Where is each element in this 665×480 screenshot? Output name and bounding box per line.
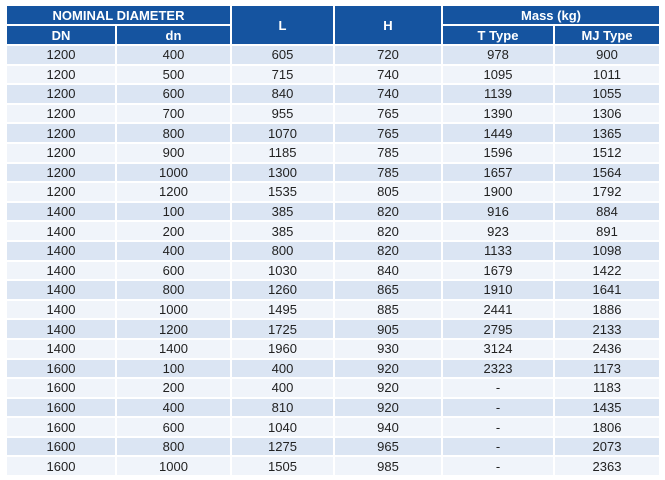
cell-t-type: 1449	[443, 124, 553, 142]
cell-h: 965	[335, 438, 441, 456]
cell-l: 1040	[232, 418, 333, 436]
cell-t-type: 2323	[443, 360, 553, 378]
cell-dn-upper: 1400	[7, 203, 115, 221]
cell-dn-upper: 1200	[7, 124, 115, 142]
table-row	[7, 438, 659, 456]
table-row	[7, 222, 659, 240]
cell-l: 1260	[232, 281, 333, 299]
cell-h: 940	[335, 418, 441, 436]
cell-dn-upper: 1600	[7, 399, 115, 417]
cell-mj-type: 1792	[555, 183, 659, 201]
table-row	[7, 379, 659, 397]
cell-h: 785	[335, 144, 441, 162]
cell-t-type: 1133	[443, 242, 553, 260]
cell-dn-lower: 700	[117, 105, 230, 123]
cell-l: 385	[232, 222, 333, 240]
cell-t-type: -	[443, 438, 553, 456]
cell-mj-type: 1806	[555, 418, 659, 436]
cell-h: 765	[335, 124, 441, 142]
cell-mj-type: 1055	[555, 85, 659, 103]
cell-h: 740	[335, 85, 441, 103]
cell-dn-lower: 600	[117, 418, 230, 436]
cell-t-type: 2441	[443, 301, 553, 319]
table-row	[7, 242, 659, 260]
table-body	[7, 46, 659, 475]
cell-l: 1275	[232, 438, 333, 456]
header-h: H	[335, 6, 441, 44]
cell-t-type: 923	[443, 222, 553, 240]
cell-dn-upper: 1200	[7, 144, 115, 162]
cell-dn-lower: 600	[117, 85, 230, 103]
cell-l: 840	[232, 85, 333, 103]
cell-dn-upper: 1400	[7, 301, 115, 319]
cell-dn-lower: 600	[117, 262, 230, 280]
header-l: L	[232, 6, 333, 44]
table-row	[7, 144, 659, 162]
cell-t-type: -	[443, 399, 553, 417]
cell-dn-lower: 100	[117, 360, 230, 378]
cell-mj-type: 1365	[555, 124, 659, 142]
cell-l: 1495	[232, 301, 333, 319]
cell-dn-lower: 200	[117, 379, 230, 397]
cell-dn-upper: 1400	[7, 242, 115, 260]
cell-mj-type: 1173	[555, 360, 659, 378]
cell-mj-type: 1183	[555, 379, 659, 397]
cell-mj-type: 1306	[555, 105, 659, 123]
cell-t-type: 1139	[443, 85, 553, 103]
cell-l: 605	[232, 46, 333, 64]
cell-l: 1725	[232, 320, 333, 338]
table-row	[7, 203, 659, 221]
cell-l: 400	[232, 360, 333, 378]
cell-l: 1030	[232, 262, 333, 280]
header-dn-lower: dn	[117, 26, 230, 44]
cell-mj-type: 2133	[555, 320, 659, 338]
cell-h: 785	[335, 164, 441, 182]
cell-mj-type: 1564	[555, 164, 659, 182]
header-dn-upper: DN	[7, 26, 115, 44]
table-row	[7, 457, 659, 475]
cell-dn-lower: 1200	[117, 320, 230, 338]
cell-h: 985	[335, 457, 441, 475]
cell-dn-lower: 800	[117, 438, 230, 456]
cell-t-type: 1095	[443, 66, 553, 84]
cell-dn-lower: 400	[117, 46, 230, 64]
cell-h: 820	[335, 203, 441, 221]
table-row	[7, 105, 659, 123]
table-row	[7, 340, 659, 358]
cell-t-type: 2795	[443, 320, 553, 338]
cell-t-type: 916	[443, 203, 553, 221]
cell-dn-upper: 1400	[7, 222, 115, 240]
cell-dn-upper: 1200	[7, 46, 115, 64]
cell-dn-upper: 1400	[7, 262, 115, 280]
dimensions-table	[5, 4, 661, 477]
cell-dn-lower: 1000	[117, 301, 230, 319]
table-row	[7, 418, 659, 436]
cell-l: 1300	[232, 164, 333, 182]
cell-dn-lower: 1000	[117, 457, 230, 475]
cell-l: 1070	[232, 124, 333, 142]
cell-l: 1505	[232, 457, 333, 475]
cell-t-type: 1679	[443, 262, 553, 280]
cell-dn-lower: 400	[117, 242, 230, 260]
table-row	[7, 66, 659, 84]
cell-l: 385	[232, 203, 333, 221]
cell-dn-lower: 1200	[117, 183, 230, 201]
cell-h: 885	[335, 301, 441, 319]
cell-h: 905	[335, 320, 441, 338]
cell-h: 820	[335, 242, 441, 260]
cell-dn-upper: 1200	[7, 105, 115, 123]
cell-dn-lower: 400	[117, 399, 230, 417]
cell-mj-type: 1098	[555, 242, 659, 260]
cell-dn-upper: 1600	[7, 379, 115, 397]
cell-t-type: -	[443, 418, 553, 436]
table-row	[7, 281, 659, 299]
cell-mj-type: 2073	[555, 438, 659, 456]
cell-dn-upper: 1400	[7, 281, 115, 299]
cell-dn-upper: 1400	[7, 340, 115, 358]
cell-t-type: 1910	[443, 281, 553, 299]
table-container	[5, 4, 661, 477]
cell-l: 1960	[232, 340, 333, 358]
cell-t-type: 1596	[443, 144, 553, 162]
cell-h: 920	[335, 360, 441, 378]
cell-l: 955	[232, 105, 333, 123]
cell-mj-type: 1641	[555, 281, 659, 299]
cell-l: 400	[232, 379, 333, 397]
cell-t-type: -	[443, 379, 553, 397]
cell-l: 810	[232, 399, 333, 417]
cell-dn-lower: 1000	[117, 164, 230, 182]
cell-dn-upper: 1600	[7, 360, 115, 378]
cell-l: 1185	[232, 144, 333, 162]
cell-dn-upper: 1600	[7, 457, 115, 475]
cell-h: 865	[335, 281, 441, 299]
cell-dn-lower: 900	[117, 144, 230, 162]
cell-dn-upper: 1400	[7, 320, 115, 338]
cell-dn-upper: 1600	[7, 418, 115, 436]
cell-l: 800	[232, 242, 333, 260]
cell-h: 840	[335, 262, 441, 280]
cell-mj-type: 1512	[555, 144, 659, 162]
cell-dn-lower: 100	[117, 203, 230, 221]
cell-h: 930	[335, 340, 441, 358]
cell-dn-upper: 1200	[7, 164, 115, 182]
cell-dn-lower: 200	[117, 222, 230, 240]
cell-h: 720	[335, 46, 441, 64]
cell-dn-lower: 800	[117, 281, 230, 299]
table-row	[7, 399, 659, 417]
header-row-sub	[7, 26, 659, 44]
header-row-top	[7, 6, 659, 24]
table-row	[7, 85, 659, 103]
table-row	[7, 46, 659, 64]
table-row	[7, 360, 659, 378]
header-nominal-diameter: NOMINAL DIAMETER	[7, 6, 230, 24]
table-row	[7, 124, 659, 142]
cell-h: 920	[335, 379, 441, 397]
header-t-type: T Type	[443, 26, 553, 44]
cell-h: 805	[335, 183, 441, 201]
cell-mj-type: 884	[555, 203, 659, 221]
table-row	[7, 301, 659, 319]
cell-t-type: -	[443, 457, 553, 475]
cell-t-type: 1900	[443, 183, 553, 201]
cell-dn-lower: 1400	[117, 340, 230, 358]
cell-l: 1535	[232, 183, 333, 201]
cell-mj-type: 2436	[555, 340, 659, 358]
cell-dn-upper: 1200	[7, 85, 115, 103]
header-mj-type: MJ Type	[555, 26, 659, 44]
cell-mj-type: 1435	[555, 399, 659, 417]
cell-h: 740	[335, 66, 441, 84]
cell-mj-type: 1886	[555, 301, 659, 319]
cell-t-type: 978	[443, 46, 553, 64]
cell-h: 765	[335, 105, 441, 123]
table-row	[7, 320, 659, 338]
header-mass: Mass (kg)	[443, 6, 659, 24]
cell-t-type: 1390	[443, 105, 553, 123]
cell-dn-upper: 1200	[7, 183, 115, 201]
cell-t-type: 1657	[443, 164, 553, 182]
cell-h: 920	[335, 399, 441, 417]
cell-mj-type: 2363	[555, 457, 659, 475]
cell-mj-type: 1422	[555, 262, 659, 280]
table-row	[7, 262, 659, 280]
cell-mj-type: 1011	[555, 66, 659, 84]
cell-h: 820	[335, 222, 441, 240]
cell-dn-lower: 800	[117, 124, 230, 142]
cell-dn-upper: 1200	[7, 66, 115, 84]
cell-dn-upper: 1600	[7, 438, 115, 456]
cell-mj-type: 900	[555, 46, 659, 64]
cell-mj-type: 891	[555, 222, 659, 240]
cell-t-type: 3124	[443, 340, 553, 358]
cell-dn-lower: 500	[117, 66, 230, 84]
table-row	[7, 164, 659, 182]
cell-l: 715	[232, 66, 333, 84]
table-row	[7, 183, 659, 201]
